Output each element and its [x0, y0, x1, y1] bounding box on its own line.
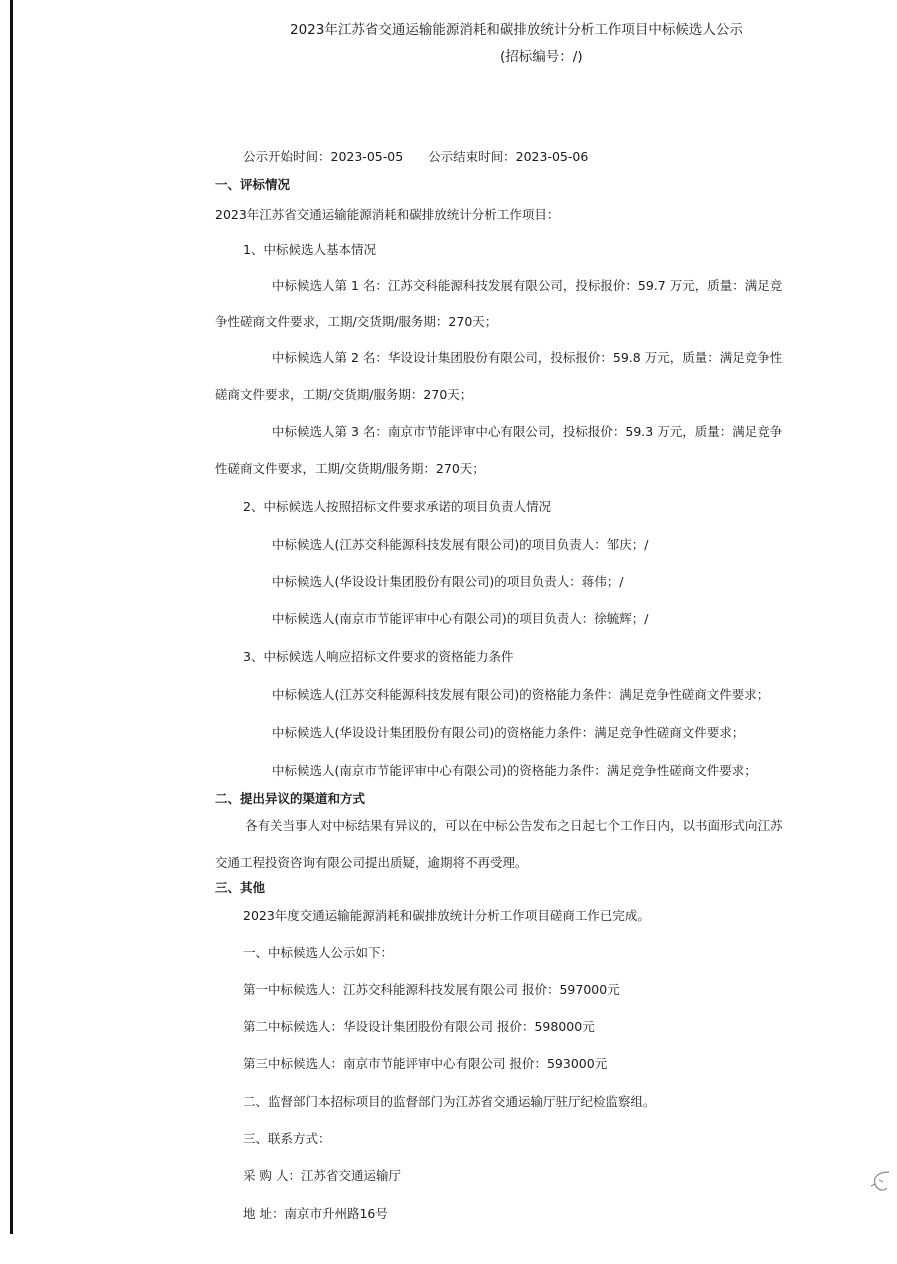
page-title: 2023年江苏省交通运输能源消耗和碳排放统计分析工作项目中标候选人公示	[290, 22, 743, 38]
subheading-qualification: 3、中标候选人响应招标文件要求的资格能力条件	[243, 649, 514, 664]
publication-period: 公示开始时间：2023-05-05 公示结束时间：2023-05-06	[243, 149, 589, 164]
subheading-project-leader: 2、中标候选人按照招标文件要求承诺的项目负责人情况	[243, 499, 551, 514]
bid-number: (招标编号：/)	[500, 49, 583, 65]
watermark-icon	[869, 1168, 895, 1198]
objection-line-2: 交通工程投资咨询有限公司提出质疑，逾期将不再受理。	[215, 855, 528, 870]
other-line-5: 第三中标候选人：南京市节能评审中心有限公司 报价：593000元	[243, 1056, 608, 1071]
other-line-1: 2023年度交通运输能源消耗和碳排放统计分析工作项目磋商工作已完成。	[243, 908, 650, 923]
project-name: 2023年江苏省交通运输能源消耗和碳排放统计分析工作项目：	[215, 207, 560, 222]
candidate-1-line-1: 中标候选人第 1 名：江苏交科能源科技发展有限公司，投标报价：59.7 万元，质量：满足竞	[272, 278, 783, 293]
section-heading-evaluation: 一、评标情况	[215, 177, 291, 192]
leader-candidate-3: 中标候选人(南京市节能评审中心有限公司)的项目负责人：徐毓辉；/	[272, 611, 649, 626]
candidate-2-line-1: 中标候选人第 2 名：华设设计集团股份有限公司，投标报价：59.8 万元，质量：满足竞争性	[272, 350, 783, 365]
other-line-3: 第一中标候选人：江苏交科能源科技发展有限公司 报价：597000元	[243, 982, 620, 997]
objection-line-1: 各有关当事人对中标结果有异议的，可以在中标公告发布之日起七个工作日内，以书面形式向江苏	[245, 818, 783, 833]
candidate-3-line-2: 性磋商文件要求，工期/交货期/服务期：270天；	[215, 461, 485, 476]
candidate-3-line-1: 中标候选人第 3 名：南京市节能评审中心有限公司，投标报价：59.3 万元，质量：满足竞争	[272, 424, 783, 439]
leader-candidate-1: 中标候选人(江苏交科能源科技发展有限公司)的项目负责人：邹庆；/	[272, 537, 649, 552]
other-line-6: 二、监督部门本招标项目的监督部门为江苏省交通运输厅驻厅纪检监察组。	[243, 1094, 656, 1109]
other-line-9: 地 址：南京市升州路16号	[243, 1206, 388, 1221]
other-line-4: 第二中标候选人：华设设计集团股份有限公司 报价：598000元	[243, 1019, 595, 1034]
qualification-candidate-3: 中标候选人(南京市节能评审中心有限公司)的资格能力条件：满足竞争性磋商文件要求；	[272, 763, 757, 778]
other-line-7: 三、联系方式：	[243, 1131, 331, 1146]
section-heading-objection: 二、提出异议的渠道和方式	[215, 791, 366, 806]
other-line-2: 一、中标候选人公示如下：	[243, 945, 394, 960]
section-heading-other: 三、其他	[215, 880, 266, 895]
candidate-1-line-2: 争性磋商文件要求，工期/交货期/服务期：270天；	[215, 314, 498, 329]
leader-candidate-2: 中标候选人(华设设计集团股份有限公司)的项目负责人：蒋伟；/	[272, 574, 624, 589]
candidate-2-line-2: 磋商文件要求，工期/交货期/服务期：270天；	[215, 387, 473, 402]
other-line-8: 采 购 人：江苏省交通运输厅	[243, 1168, 401, 1183]
qualification-candidate-2: 中标候选人(华设设计集团股份有限公司)的资格能力条件：满足竞争性磋商文件要求；	[272, 725, 745, 740]
subheading-basic-info: 1、中标候选人基本情况	[243, 242, 376, 257]
qualification-candidate-1: 中标候选人(江苏交科能源科技发展有限公司)的资格能力条件：满足竞争性磋商文件要求；	[272, 687, 770, 702]
